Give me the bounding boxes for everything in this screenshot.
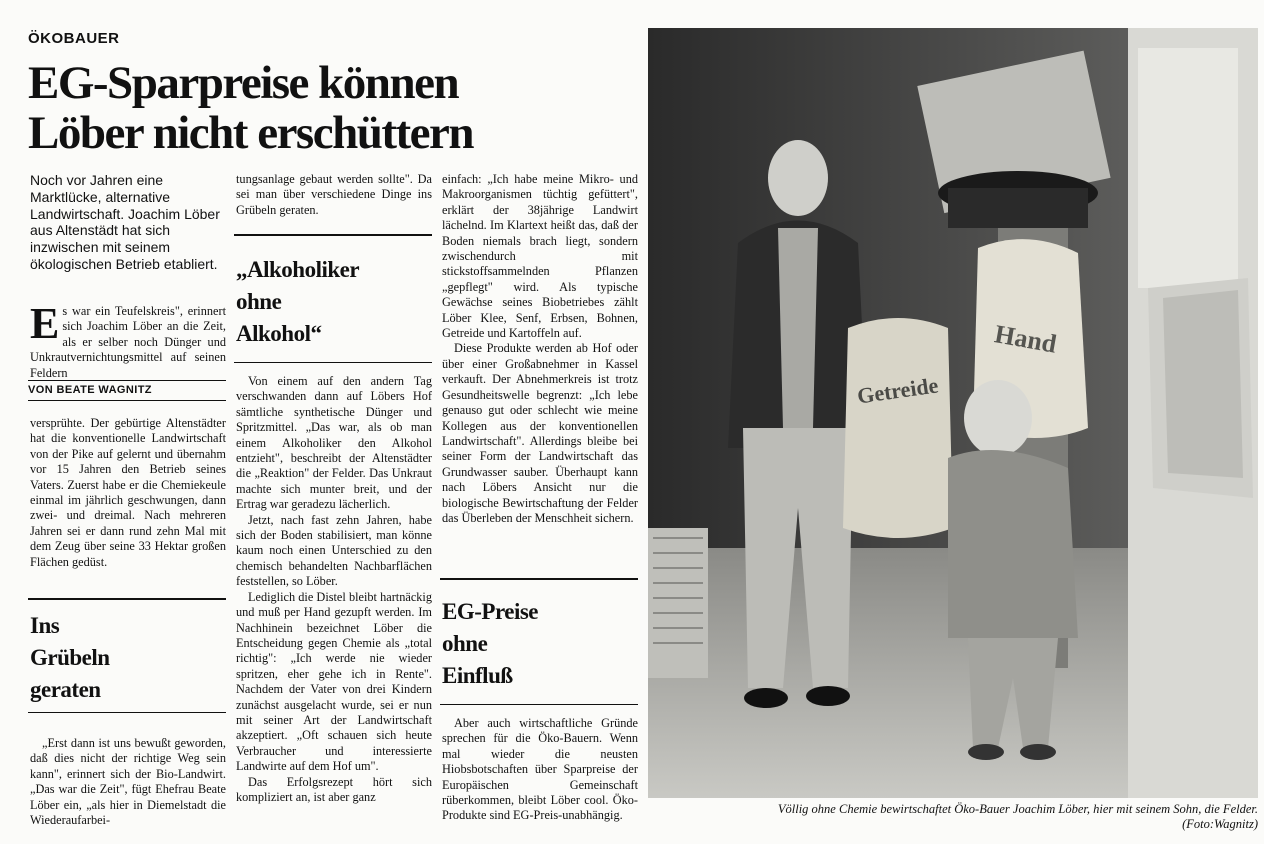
sack-label-hand: Hand	[992, 319, 1059, 359]
lead-text: s war ein Teufelskreis", erinnert sich Joachim Löber an die Zeit, als er selber noch Dünger und Unkrautvernichtungsmittel auf seinen Feldern	[30, 304, 226, 380]
news-photo	[648, 28, 1258, 798]
col1-paragraph: „Erst dann ist uns bewußt geworden, daß dies nicht der richtige Weg sein kann", erinnert sich der Bio-Landwirt. „Das war die Zeit", fügt Ehefrau Beate Löber ein, „als hier in Diemelstadt die Wiederaufarbei-	[30, 736, 226, 828]
col1-body	[30, 416, 226, 570]
subhead-line: Grübeln	[30, 645, 110, 670]
subhead-line: Alkohol“	[236, 321, 322, 346]
intro-text: Noch vor Jahren eine Marktlücke, alternative Landwirtschaft. Joachim Löber aus Altenstädt hat sich inzwischen mit seinem ökologischen Betrieb etabliert.	[30, 172, 220, 272]
col3-paragraph: einfach: „Ich habe meine Mikro- und Makroorganismen tüchtig gefüttert", erklärt der 38jährige Landwirt lächelnd. Im Klartext heißt das, daß der Boden niemals brach liegt, sondern zwischendurch mit stickstoffsammelnden Pflanzen „gepflegt" wird. Als typische Gewächse seines Biobetriebes zählt Löber Klee, Senf, Erbsen, Bohnen, Getreide und Kartoffeln auf.	[442, 172, 638, 341]
col3-paragraph: Aber auch wirtschaftliche Gründe sprechen für die Öko-Bauern. Wenn mal wieder die neusten Hiobsbotschaften über Sparpreise der Europäischen Gemeinschaft rüberkommen, bleibt Löber cool. Öko-Produkte sind EG-Preis-unabhängig.	[442, 716, 638, 823]
subhead-alkoholiker	[236, 254, 432, 350]
col1-paragraph: versprühte. Der gebürtige Altenstädter hat die konventionelle Landwirtschaft von der Pike auf gelernt und übernahm vor 15 Jahren den Betrieb seines Vaters. Zuerst habe er die Chemiekeule einmal im jährlich geschwungen, dann zwei- und dreimal. Nach mehreren Jahren sei er dann rund zehn Mal mit dem Zeug über seine 33 Hektar großen Flächen gedüst.	[30, 416, 226, 569]
col3-paragraph: Diese Produkte werden ab Hof oder über einer Großabnehmer in Kassel verkauft. Der Abnehmerkreis ist trotz Gesundheitswelle begrenzt: „Ich lebe genauso gut oder schlecht wie meine Kollegen aus der konventionellen Landwirtschaft". Allerdings bleibe bei seiner Form der Landwirtschaft das Grundwasser sauber. Überhaupt kann nach Löbers Ansicht nur die biologische Bewirtschaftung der Felder das Überleben der Menschheit sichern.	[442, 341, 638, 525]
subhead-rule-bottom	[440, 704, 638, 705]
photo-illustration	[648, 28, 1258, 798]
col2-paragraph: Von einem auf den andern Tag verschwanden dann auf Löbers Hof sämtliche synthetische Dünger und Spritzmittel. „Das war, als ob man einem Alkoholiker den Alkohol entzieht", beschreibt der Altenstädter die „Reaktion" der Felder. Das Unkraut machte sich munter breit, und der Ertrag war geradezu lächerlich.	[236, 374, 432, 512]
col2-body	[236, 374, 432, 805]
photo-caption	[648, 802, 1258, 832]
subhead-eg-preise	[442, 596, 638, 692]
subhead-line: EG-Preise	[442, 599, 538, 624]
byline-rule-top	[28, 380, 226, 381]
col2-paragraph: Das Erfolgsrezept hört sich kompliziert an, ist aber ganz	[236, 774, 432, 804]
byline-rule-bottom	[28, 400, 226, 401]
headline-line-1: EG-Sparpreise können	[28, 57, 459, 109]
subhead-line: ohne	[236, 289, 282, 314]
caption-text: Völlig ohne Chemie bewirtschaftet Öko-Bauer Joachim Löber, hier mit seinem Sohn, die Felder.	[777, 802, 1258, 816]
col3-body	[442, 172, 638, 526]
subhead-line: ohne	[442, 631, 488, 656]
byline: VON BEATE WAGNITZ	[28, 384, 152, 396]
subhead-line: „Alkoholiker	[236, 257, 360, 282]
subhead-rule-top	[234, 234, 432, 236]
subhead-rule-top	[440, 578, 638, 580]
subhead-gruebeln	[30, 610, 226, 706]
col2-top	[236, 172, 432, 218]
headline	[28, 58, 638, 158]
kicker: ÖKOBAUER	[28, 30, 120, 47]
sack-label-getreide: Getreide	[855, 372, 940, 409]
photo-credit: (Foto:Wagnitz)	[1182, 817, 1258, 831]
drop-cap: E	[30, 299, 60, 348]
subhead-line: geraten	[30, 677, 101, 702]
col3-body-2	[442, 716, 638, 824]
subhead-rule-top	[28, 598, 226, 600]
subhead-rule-bottom	[234, 362, 432, 363]
subhead-line: Einfluß	[442, 663, 513, 688]
col1-body-2	[30, 736, 226, 828]
subhead-rule-bottom	[28, 712, 226, 713]
col2-paragraph: tungsanlage gebaut werden sollte". Da sei man über verschiedene Dinge ins Grübeln geraten.	[236, 172, 432, 217]
subhead-line: Ins	[30, 613, 60, 638]
col2-paragraph: Lediglich die Distel bleibt hartnäckig und muß per Hand gezupft werden. Im Nachhinein bezeichnet Löber die Entscheidung gegen Chemie als „total richtig": „Ich werde nie wieder spritzen, eher gehe ich in Rente". Nachdem der Vater von drei Kindern zunächst ausgelacht wurde, sei er nun mit seiner Art der Landwirtschaft akzeptiert. „Oft schauen sich heute Verbraucher und interessierte Landwirte auf dem Hof um".	[236, 589, 432, 774]
col2-paragraph: Jetzt, nach fast zehn Jahren, habe sich der Boden stabilisiert, man könne kaum noch einen Unterschied zu den chemisch behandelten Nachbarflächen feststellen, so Löber.	[236, 512, 432, 589]
headline-line-2: Löber nicht erschüttern	[28, 107, 474, 159]
article-lead-paragraph	[30, 299, 226, 381]
